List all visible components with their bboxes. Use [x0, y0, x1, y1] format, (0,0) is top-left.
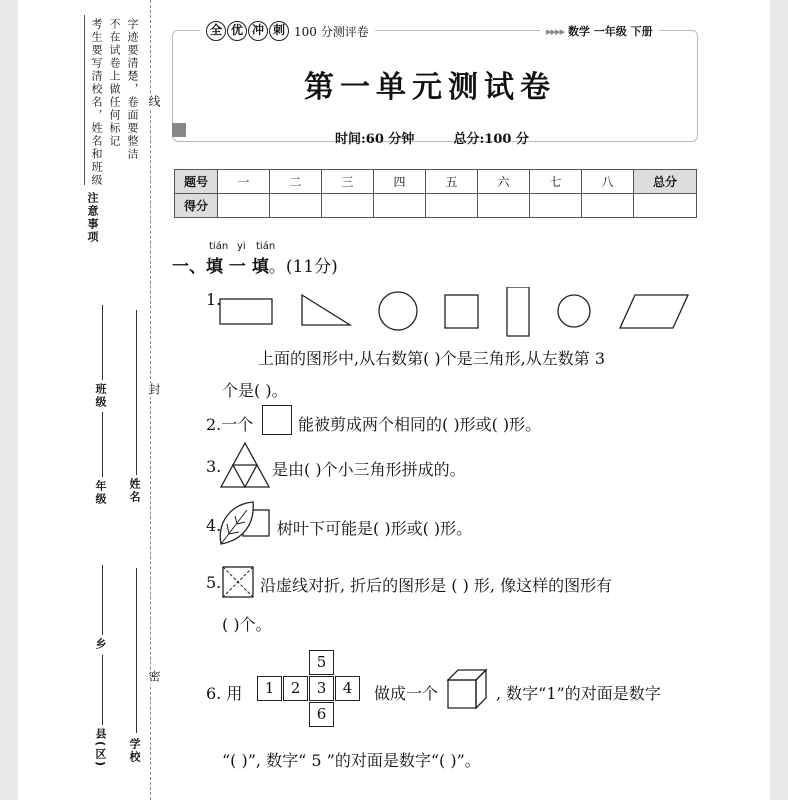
- q4-leaf-figure: [217, 500, 273, 548]
- small-circle-shape: [558, 295, 590, 327]
- net-cell: 5: [309, 650, 334, 675]
- q3-triangle-figure: [219, 441, 271, 489]
- county-label: 县(区): [94, 728, 107, 769]
- pinyin: yi: [237, 241, 246, 252]
- brand-suffix: 100 分测评卷: [294, 24, 369, 39]
- grade-underline: [102, 412, 103, 477]
- notice-title: 注意事项: [86, 192, 99, 244]
- township-label: 乡: [94, 638, 107, 651]
- pinyin: tián: [256, 241, 276, 252]
- binding-mark-secret: 密: [147, 670, 161, 684]
- row-label: 得分: [175, 194, 218, 218]
- tall-rectangle-shape: [507, 287, 529, 336]
- section-heading: [172, 252, 338, 277]
- column-header: 一: [218, 170, 270, 194]
- cube-figure: [446, 668, 488, 710]
- section-number: 一、: [172, 257, 206, 277]
- net-cell: 6: [309, 702, 334, 727]
- column-header: 八: [582, 170, 634, 194]
- q1-shapes: [215, 287, 695, 337]
- column-header: 六: [478, 170, 530, 194]
- name-label: 姓名: [128, 478, 141, 504]
- column-header: 七: [530, 170, 582, 194]
- grade-label: 年级: [94, 480, 107, 506]
- school-label: 学校: [128, 738, 141, 764]
- score-cell[interactable]: [374, 194, 426, 218]
- header-corner-mark: [172, 123, 186, 137]
- pinyin: tián: [209, 241, 229, 252]
- binding-mark-line: 线: [147, 95, 161, 109]
- score-cell[interactable]: [530, 194, 582, 218]
- notice-line-2: 不在试卷上做任何标记: [108, 18, 121, 148]
- score-cell[interactable]: [478, 194, 530, 218]
- score-cell[interactable]: [634, 194, 697, 218]
- total-label: 总分:100 分: [453, 132, 529, 147]
- q4-text: 树叶下可能是( )形或( )形。: [277, 519, 473, 538]
- score-cell[interactable]: [426, 194, 478, 218]
- q3-number: 3.: [206, 457, 222, 476]
- school-underline: [136, 568, 137, 733]
- q6-text-2: , 数字“1”的对面是数字: [496, 684, 661, 703]
- township-underline: [102, 565, 103, 635]
- triangle-shape: [302, 295, 350, 325]
- score-cell[interactable]: [218, 194, 270, 218]
- net-cell: 2: [283, 676, 308, 701]
- q6-line-2: “( )”, 数字“ 5 ”的对面是数字“( )”。: [222, 751, 481, 770]
- column-header: 五: [426, 170, 478, 194]
- net-cell: 1: [257, 676, 282, 701]
- table-row: [175, 194, 697, 218]
- brand-char: 全: [206, 21, 226, 41]
- square-shape: [445, 295, 478, 328]
- notice-divider: [84, 15, 85, 185]
- q1-line-1: 上面的图形中,从右数第( )个是三角形,从左数第 3: [258, 349, 606, 368]
- q5-number: 5.: [206, 573, 222, 592]
- section-title: 填 一 填: [206, 257, 269, 277]
- class-underline: [102, 305, 103, 380]
- column-header: 二: [270, 170, 322, 194]
- time-label: 时间:60 分钟: [335, 132, 415, 147]
- score-cell[interactable]: [582, 194, 634, 218]
- circle-shape: [379, 292, 417, 330]
- subject-text: 数学 一年级 下册: [567, 25, 653, 38]
- brand-char: 刺: [269, 21, 289, 41]
- subject-label: [540, 23, 659, 39]
- brand: [200, 21, 375, 41]
- name-underline: [136, 310, 137, 475]
- total-header: 总分: [634, 170, 697, 194]
- brand-char: 冲: [248, 21, 268, 41]
- q1-number: 1.: [206, 290, 222, 309]
- score-cell[interactable]: [270, 194, 322, 218]
- q6-number: 6. 用: [206, 684, 243, 703]
- class-label: 班级: [94, 383, 107, 409]
- brand-char: 优: [227, 21, 247, 41]
- arrows-icon: ▸▸▸▸: [546, 25, 565, 38]
- q2-square-figure: [262, 405, 292, 435]
- column-header: 三: [322, 170, 374, 194]
- rectangle-shape: [220, 299, 272, 324]
- net-cell: 4: [335, 676, 360, 701]
- score-cell[interactable]: [322, 194, 374, 218]
- binding-mark-seal: 封: [147, 383, 161, 397]
- net-cell: 3: [309, 676, 334, 701]
- exam-meta: [335, 128, 529, 147]
- q2-number: 2.一个: [206, 415, 254, 434]
- q6-text-1: 做成一个: [374, 684, 439, 703]
- county-underline: [102, 655, 103, 725]
- row-label: 题号: [175, 170, 218, 194]
- q4-number: 4.: [206, 516, 222, 535]
- notice-line-3: 字迹要清楚，卷面要整洁: [126, 18, 139, 161]
- score-table: [174, 169, 697, 218]
- page-title: 第一单元测试卷: [304, 70, 556, 105]
- q5-fold-figure: [222, 566, 254, 598]
- q3-text: 是由( )个小三角形拼成的。: [272, 460, 466, 479]
- notice-line-1: 考生要写清校名，姓名和班级: [90, 18, 103, 187]
- q5-text: 沿虚线对折, 折后的图形是 ( ) 形, 像这样的图形有: [260, 576, 613, 595]
- parallelogram-shape: [620, 295, 688, 328]
- section-points: 。(11分): [268, 257, 338, 277]
- q5-line-2: ( )个。: [222, 615, 272, 634]
- q2-text: 能被剪成两个相同的( )形或( )形。: [298, 415, 542, 434]
- q1-line-2: 个是( )。: [222, 381, 288, 400]
- table-row: [175, 170, 697, 194]
- column-header: 四: [374, 170, 426, 194]
